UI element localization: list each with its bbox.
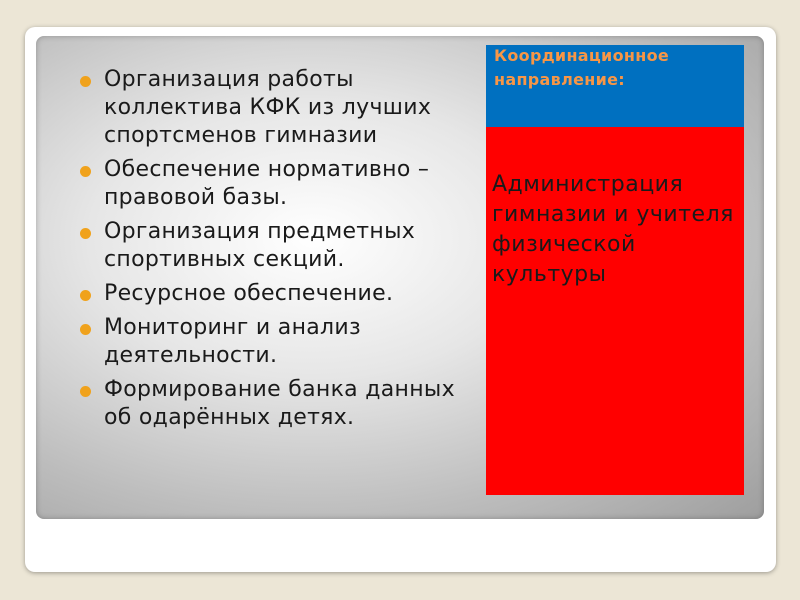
side-box-body: Администрация гимназии и учителя физической культуры	[492, 172, 734, 287]
bullet-dot-icon	[80, 228, 91, 239]
list-item	[80, 218, 480, 274]
list-item	[80, 376, 480, 432]
bullet-dot-icon	[80, 386, 91, 397]
bullet-dot-icon	[80, 324, 91, 335]
list-item-text: Организация предметных спортивных секций.	[104, 219, 416, 272]
list-item	[80, 156, 480, 212]
list-item	[80, 66, 480, 150]
list-item-text: Мониторинг и анализ деятельности.	[104, 315, 361, 368]
bullet-list	[80, 66, 480, 438]
list-item-text: Организация работы коллектива КФК из лучших спортсменов гимназии	[104, 67, 432, 148]
bullet-dot-icon	[80, 76, 91, 87]
list-item-text: Формирование банка данных об одарённых детях.	[104, 377, 455, 430]
side-box-title: Координационное направление:	[494, 46, 670, 89]
list-item-text: Ресурсное обеспечение.	[104, 281, 394, 306]
list-item	[80, 280, 480, 308]
bullet-dot-icon	[80, 290, 91, 301]
list-item-text: Обеспечение нормативно – правовой базы.	[104, 157, 430, 210]
list-item	[80, 314, 480, 370]
bullet-dot-icon	[80, 166, 91, 177]
